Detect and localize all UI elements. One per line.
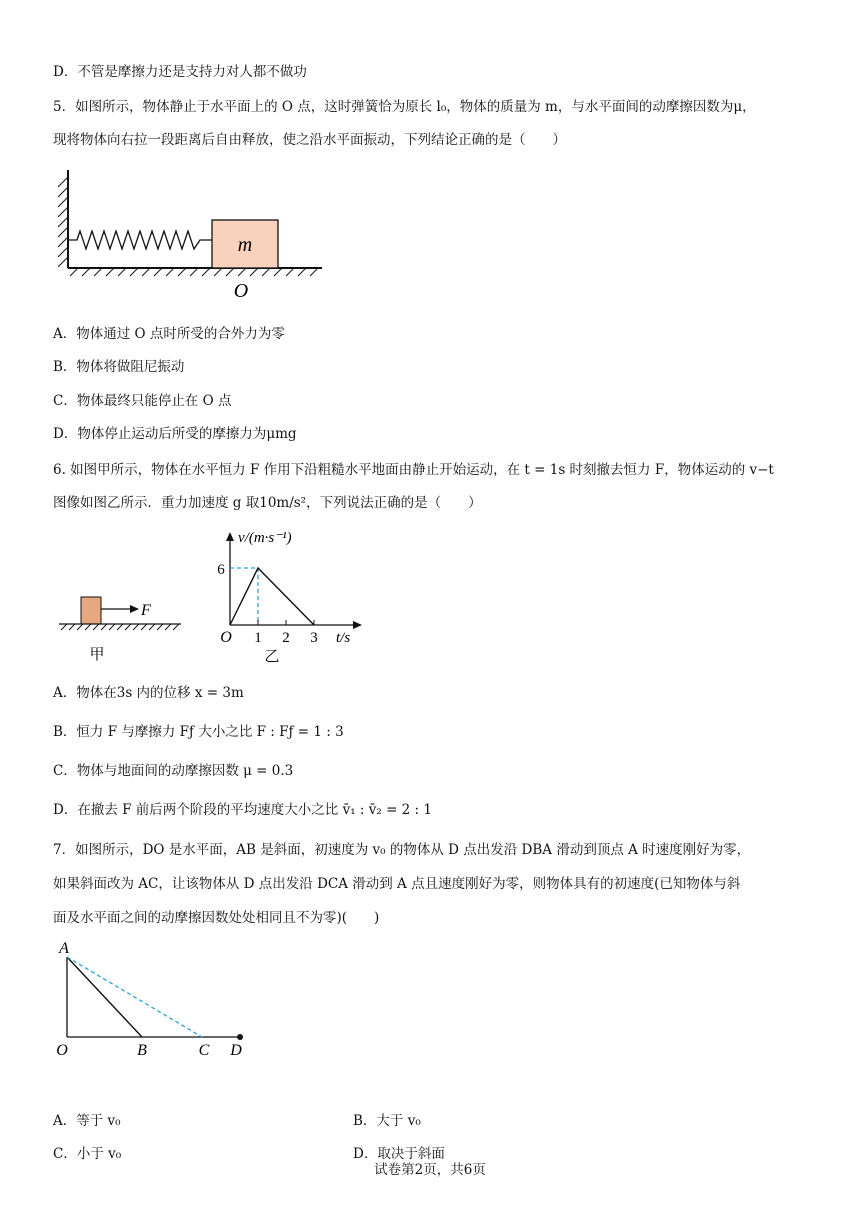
q5-option-b: B．物体将做阻尼振动 [53,359,185,375]
q6-option-b: B．恒力 F 与摩擦力 Fƒ 大小之比 F : Fƒ = 1 : 3 [53,724,344,740]
q5-option-d: D．物体停止运动后所受的摩擦力为μmg [53,426,297,442]
caption-yi: 乙 [264,647,280,665]
label-a: A [59,940,69,957]
q6-stem-line1: 6. 如图甲所示，物体在水平恒力 F 作用下沿粗糙水平地面由静止开始运动，在 t = 1s 时刻撤去恒力 F，物体运动的 v−t [53,462,774,478]
force-label: F [141,602,151,619]
q5-stem-line1: 5．如图所示，物体静止于水平面上的 O 点，这时弹簧恰为原长 l₀，物体的质量为 m，与水平面间的动摩擦因数为μ， [53,99,756,115]
q7-stem-line1: 7．如图所示，DO 是水平面，AB 是斜面，初速度为 v₀ 的物体从 D 点出发沿 DBA 滑动到顶点 A 时速度刚好为零， [53,842,751,858]
y-tick-6: 6 [217,562,225,578]
box [81,597,101,624]
x-axis-label: t/s [336,630,351,646]
label-b: B [137,1042,147,1059]
q6-option-a: A．物体在3s 内的位移 x = 3m [53,685,244,701]
q6-option-d: D．在撤去 F 前后两个阶段的平均速度大小之比 v̄₁ : v̄₂ = 2 : 1 [53,802,432,818]
q6-vt-graph [210,522,370,667]
x-tick-2: 2 [282,630,290,646]
q5-option-c: C．物体最终只能停止在 O 点 [53,393,232,409]
x-tick-1: 1 [254,630,262,646]
q7-option-c: C．小于 v₀ [53,1146,122,1162]
incline-ac [67,957,202,1037]
label-c: C [198,1042,210,1059]
q6-figure-jia [55,585,195,665]
page-footer: 试卷第2页，共6页 [374,1162,486,1178]
origin-label: O [220,629,232,646]
q7-stem-line3: 面及水平面之间的动摩擦因数处处相同且不为零)( ) [53,910,380,926]
q7-option-d: D．取决于斜面 [353,1146,445,1162]
vt-line [230,568,314,625]
label-d: D [230,1042,242,1059]
point-o-label: O [233,280,249,302]
x-tick-3: 3 [310,630,318,646]
point-d [237,1034,243,1040]
q4-option-d: D．不管是摩擦力还是支持力对人都不做功 [53,64,307,80]
q5-spring-figure [50,165,335,305]
incline-ab [67,957,142,1037]
y-axis-label: v/(m·s⁻¹) [238,530,292,546]
caption-jia: 甲 [89,645,105,663]
label-o: O [56,1042,68,1059]
q6-stem-line2: 图像如图乙所示．重力加速度 g 取10m/s²，下列说法正确的是（ ） [53,495,482,511]
q5-stem-line2: 现将物体向右拉一段距离后自由释放，使之沿水平面振动，下列结论正确的是（ ） [53,132,566,148]
block-label: m [237,234,253,256]
spring [68,231,212,249]
q6-option-c: C．物体与地面间的动摩擦因数 μ = 0.3 [53,763,294,779]
q7-option-a: A．等于 v₀ [53,1113,121,1129]
q7-incline-figure [50,935,260,1065]
q7-option-b: B．大于 v₀ [353,1113,421,1129]
q7-stem-line2: 如果斜面改为 AC，让该物体从 D 点出发沿 DCA 滑动到 A 点且速度刚好为零，则物体具有的初速度(已知物体与斜 [53,876,741,892]
q5-option-a: A．物体通过 O 点时所受的合外力为零 [53,326,285,342]
